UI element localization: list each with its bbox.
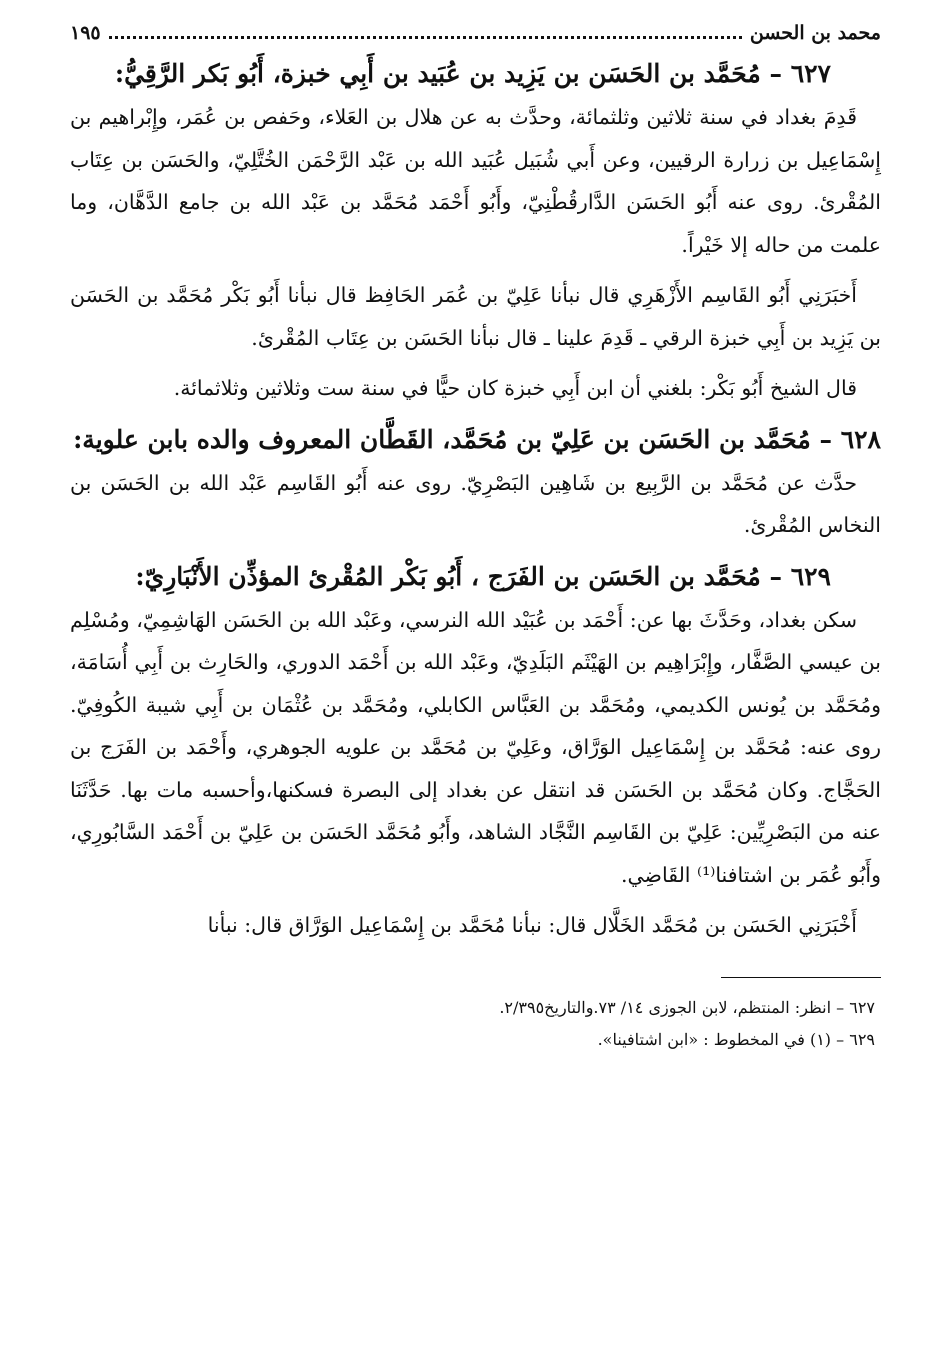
paragraph: قَدِمَ بغداد في سنة ثلاثين وثلثمائة، وحدَّث به عن هلال بن العَلاء، وحَفص بن عُمَر، وإِبْراهيم بن إِسْمَاعِيل بن زرارة الرقيين، وعن أَبي شُبَيل عُبَيد الله بن عَبْد الرَّحْمَن الخُتَّلِيّ، والحَسَن بن عِتَاب المُقْرئ. روى عنه أَبُو الحَسَن الدَّارقُطْنِيّ، وأَبُو أَحْمَد مُحَمَّد بن عَبْد الله بن جامع الدَّهَّان، وما علمت من حاله إلا خَيْراً. [70,105,881,257]
entry-heading: ٦٢٧ – مُحَمَّد بن الحَسَن بن يَزِيد بن عُبَيد بن أَبِي خبزة، أَبُو بَكر الرَّقِيُّ: [114,59,831,88]
paragraph: قال الشيخ أَبُو بَكْر: بلغني أن ابن أَبِي خبزة كان حيًّا في سنة ست وثلاثين وثلاثمائة. [173,376,857,400]
entry-heading: ٦٢٩ – مُحَمَّد بن الحَسَن بن الفَرَج ، أَبُو بَكْر المُقْرئ المؤذِّن الأَنْبَارِيّ: [135,561,831,591]
entry-627 [70,52,881,410]
paragraph: سكن بغداد، وحَدَّثَ بها عن: أَحْمَد بن عُبَيْد الله النرسي، وعَبْد الله بن الحَسَن الهَاشِمِيّ، ومُسْلِم بن عيسي الصَّفَّار، وإِبْرَاهِيم بن الهَيْثَم البَلَدِيّ، وعَبْد الله بن أَحْمَد الدوري، والحَارِث بن أَبِي أُسَامَة، ومُحَمَّد بن يُونس الكديمي، ومُحَمَّد بن العَبَّاس الكابلي، ومُحَمَّد بن عُثْمَان بن أَبِي شيبة الكُوفِيّ. روى عنه: مُحَمَّد بن إِسْمَاعِيل الوَرَّاق، وعَلِيّ بن مُحَمَّد بن علويه الجوهري، وأَحْمَد بن الفَرَج بن الحَجَّاج. وكان مُحَمَّد بن الحَسَن قد انتقل عن بغداد إلى البصرة فسكنها،وأحسبه مات بها. حَدَّثَنَا عنه من البَصْرِيِّين: عَلِيّ بن القَاسِم النَّجَّاد الشاهد، وأَبُو مُحَمَّد الحَسَن بن عَلِيّ بن أَحْمَد السَّابُورِي، وأَبُو عُمَر بن اشتافنا⁽¹⁾ القَاضِي. [70,607,881,887]
footnote: ٦٢٩ – (١) في المخطوط : «ابن اشتافينا». [597,1029,875,1049]
entry-628 [70,418,881,547]
entry-629 [70,555,881,947]
footnote: ٦٢٧ – انظر: المنتظم، لابن الجوزى ١٤/ ٧٣.والتاريخ٢/٣٩٥. [499,997,875,1017]
paragraph: أَخْبَرَنِي الحَسَن بن مُحَمَّد الخَلَّال قال: نبأنا مُحَمَّد بن إِسْمَاعِيل الوَرَّاق قال: نبأنا [207,913,857,937]
dot-leader [109,22,742,39]
running-header [70,22,881,52]
footnote-rule [721,977,881,978]
paragraph: أَخبَرَنِي أَبُو القَاسِم الأَزْهَرِي قال نبأنا عَلِيّ بن عُمَر الحَافِظ قال نبأنا أَبُو بَكْر مُحَمَّد بن الحَسَن بن يَزِيد بن أَبِي خبزة الرقي ـ قَدِمَ علينا ـ قال نبأنا الحَسَن بن عِتَاب المُقْرئ. [70,283,881,350]
page-number: ١٩٥ [70,22,101,44]
running-title: محمد بن الحسن [749,22,881,44]
entry-heading: ٦٢٨ – مُحَمَّد بن الحَسَن بن عَلِيّ بن مُحَمَّد، القَطَّان المعروف والده بابن علوية: [73,424,881,454]
paragraph: حدَّث عن مُحَمَّد بن الرَّبِيع بن شَاهِين البَصْرِيّ. روى عنه أَبُو القَاسِم عَبْد الله بن الحَسَن بن النخاس المُقْرئ. [70,470,881,537]
footnotes [70,992,881,1056]
